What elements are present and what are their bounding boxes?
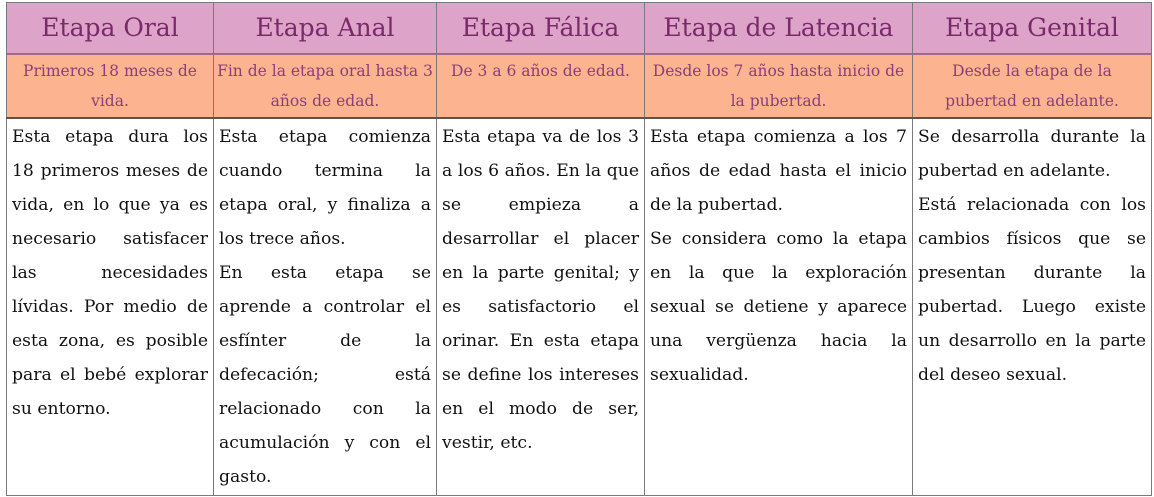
stage-age-row — [7, 54, 1152, 118]
psychosexual-stages-table — [6, 2, 1152, 496]
description-paragraph: Esta etapa dura los 18 primeros meses de vida, en lo que ya es necesario satisfacer las necesidades lívidas. Por medio de esta zona, es posible para el bebé explorar su entorno. — [12, 126, 208, 420]
stage-age-anal: Fin de la etapa oral hasta 3 años de edad. — [214, 54, 437, 118]
stage-title-genital: Etapa Genital — [913, 3, 1152, 54]
stage-description-latencia — [645, 118, 913, 496]
stage-description-row — [7, 118, 1152, 496]
stage-description-anal — [214, 118, 437, 496]
stage-title-row — [7, 3, 1152, 54]
description-paragraph: Esta etapa comienza a los 7 años de edad hasta el inicio de la pubertad. — [650, 126, 907, 215]
stage-description-falica — [437, 118, 645, 496]
stage-age-genital: Desde la etapa de la pubertad en adelante. — [913, 54, 1152, 118]
stage-age-latencia: Desde los 7 años hasta inicio de la pubertad. — [645, 54, 913, 118]
stage-description-genital — [913, 118, 1152, 496]
stage-description-oral — [7, 118, 214, 496]
stage-title-anal: Etapa Anal — [214, 3, 437, 54]
stage-title-falica: Etapa Fálica — [437, 3, 645, 54]
description-paragraph: Se considera como la etapa en la que la exploración sexual se detiene y aparece una vergüenza hacia la sexualidad. — [650, 228, 907, 386]
stage-age-oral: Primeros 18 meses de vida. — [7, 54, 214, 118]
description-paragraph: Esta etapa comienza cuando termina la etapa oral, y finaliza a los trece años. — [219, 126, 431, 249]
description-paragraph: Esta etapa va de los 3 a los 6 años. En la que se empieza a desarrollar el placer en la parte genital; y es satisfactorio el orinar. En esta etapa se define los intereses en el modo de ser, vestir, etc. — [442, 126, 639, 454]
stage-title-oral: Etapa Oral — [7, 3, 214, 54]
stage-age-falica: De 3 a 6 años de edad. — [437, 54, 645, 118]
psychosexual-stages-table-container — [6, 2, 1151, 494]
description-paragraph: Se desarrolla durante la pubertad en adelante. — [918, 126, 1146, 181]
description-paragraph: En esta etapa se aprende a controlar el esfínter de la defecación; está relacionado con la acumulación y con el gasto. — [219, 262, 431, 488]
stage-title-latencia: Etapa de Latencia — [645, 3, 913, 54]
description-paragraph: Está relacionada con los cambios físicos que se presentan durante la pubertad. Luego existe un desarrollo en la parte del deseo sexual. — [918, 194, 1146, 386]
